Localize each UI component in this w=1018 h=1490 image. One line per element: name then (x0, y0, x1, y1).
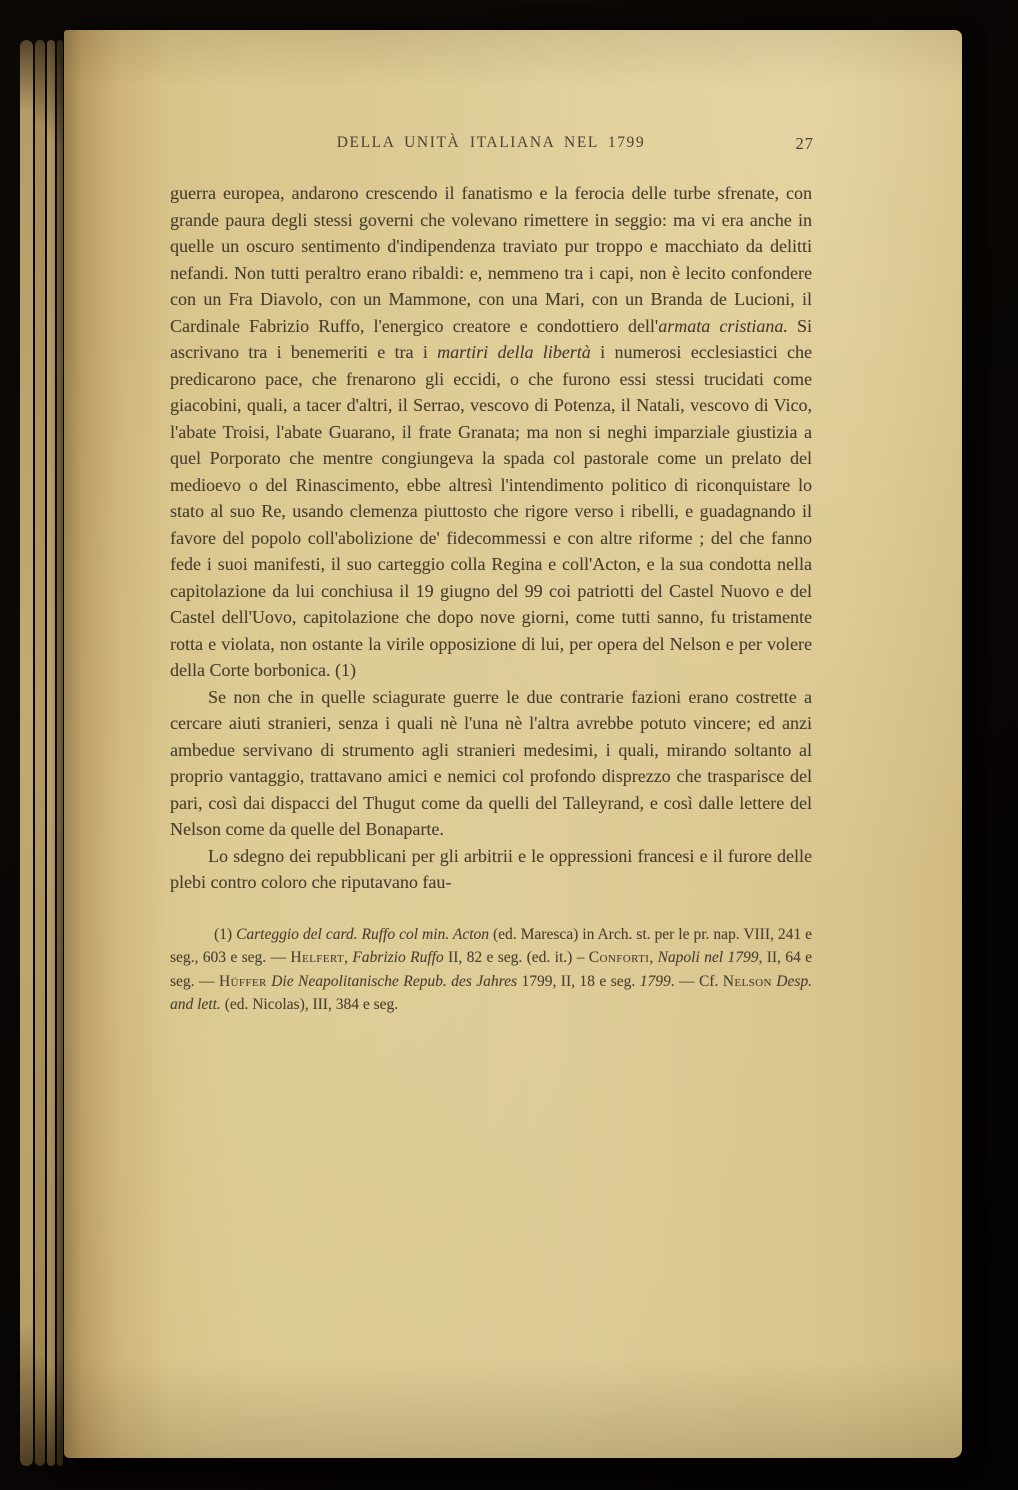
page-number: 27 (795, 134, 814, 153)
author-name: Helfert (290, 949, 345, 967)
page-edge-strip (47, 40, 55, 1466)
text-segment: i numerosi ecclesiastici che predicarono pace, che frenarono gli eccidi, o che furono essi stessi trucidati come giacobini, quali, a tacer d'altri, il Serrao, vescovo di Potenza, il Natali, vescovo di Vico, l'abate Troisi, l'abate Guarano, il frate Granata; ma non si neghi imparziale giustizia a quel Porporato che mentre congiungeva la spada col pastorale come un prelato del medioevo o del Rinascimento, ebbe altresì l'intendimento politico di riconquistare lo stato al suo Re, usando clemenza piuttosto che rigore verso i ribelli, e guadagnando il favore del popolo coll'abolizione de' fidecommessi e con altre riforme ; del che fanno fede i suoi manifesti, il suo carteggio colla Regina e coll'Acton, e la sua condotta nella capitolazione da lui conchiusa il 19 giugno del 99 coi patriotti del Castel Nuovo e del Castel dell'Uovo, capitolazione che dopo nove giorni, come tutti sanno, fu tristamente rotta e violata, non ostante la virile opposizione di lui, per opera del Nelson e per volere della Corte borbonica. (1) (170, 342, 813, 680)
text-segment-italic: Die Neapolitanische Repub. des Jahres (271, 972, 518, 990)
author-name: Conforti (588, 949, 650, 967)
page-edge-strip (20, 40, 33, 1466)
text-segment: (ed. Maresca) in Arch. st. per le pr. nap. VIII, 241 e seg., 603 e seg. — (170, 925, 812, 967)
paragraph-2: Se non che in quelle sciagurate guerre le due contrarie fazioni erano costrette a cercare aiuti stranieri, senza i quali nè l'una nè l'altra avrebbe potuto vincere; ed anzi ambedue servivano di strumento agli stranieri medesimi, i quali, mirando soltanto al proprio vantaggio, trattavano amici e nemici col profondo disprezzo che trasparisce del pari, così dai dispacci del Thugut come da quelli del Talleyrand, e così dalle lettere del Nelson come da quelle del Bonaparte. (170, 686, 812, 839)
text-segment: II, 82 e seg. (ed. it.) – (443, 949, 589, 967)
text-segment-italic: armata cristiana. (658, 315, 788, 336)
page-content (170, 134, 812, 1017)
book-page (64, 30, 962, 1458)
running-title: DELLA UNITÀ ITALIANA NEL 1799 (336, 134, 646, 151)
page-edges (20, 40, 68, 1466)
text-segment: , (649, 949, 658, 967)
page-edge-strip (57, 40, 63, 1466)
text-segment: Si ascrivano tra i benemeriti e tra i (170, 315, 813, 362)
paragraph-1 (170, 180, 812, 684)
text-segment: 1799, II, 18 e seg. (517, 972, 640, 990)
text-segment-italic: Napoli nel 1799 (657, 949, 759, 967)
page-header (170, 134, 812, 158)
text-segment: , (344, 949, 353, 967)
author-name: Nelson (722, 972, 772, 990)
text-segment: (ed. Nicolas), III, 384 e seg. (220, 996, 399, 1014)
page-edge-strip (35, 40, 45, 1466)
text-segment-italic: martiri della libertà (437, 342, 591, 362)
text-segment-italic: 1799 (639, 972, 671, 990)
text-segment: guerra europea, andarono crescendo il fanatismo e la ferocia delle turbe sfrenate, con grande paura degli stessi governi che volevano rimettere in seggio: ma vi era anche in quelle un oscuro sentimento d'indipendenza traviato pur troppo e macchiato da delitti nefandi. Non tutti peraltro erano ribaldi: e, nemmeno tra i capi, non è lecito confondere con un Fra Diavolo, con un Mammone, con una Mari, con un Branda de Lucioni, il Cardinale Fabrizio Ruffo, l'energico creatore e condottiero dell' (170, 183, 812, 336)
footnote (170, 923, 812, 1017)
text-segment: . — Cf. (670, 972, 723, 990)
text-segment-italic: Carteggio del card. Ruffo col min. Acton (236, 925, 489, 943)
paragraph-3: Lo sdegno dei repubblicani per gli arbitrii e le oppressioni francesi e il furore delle plebi contro coloro che riputavano fau- (170, 845, 812, 892)
author-name: Hüffer (218, 972, 267, 990)
footnote-marker: (1) (214, 925, 237, 943)
text-segment: , II, 64 e seg. — (170, 949, 813, 990)
text-segment-italic: Fabrizio Ruffo (352, 949, 444, 967)
text-segment-italic: Desp. and lett. (170, 972, 813, 1014)
